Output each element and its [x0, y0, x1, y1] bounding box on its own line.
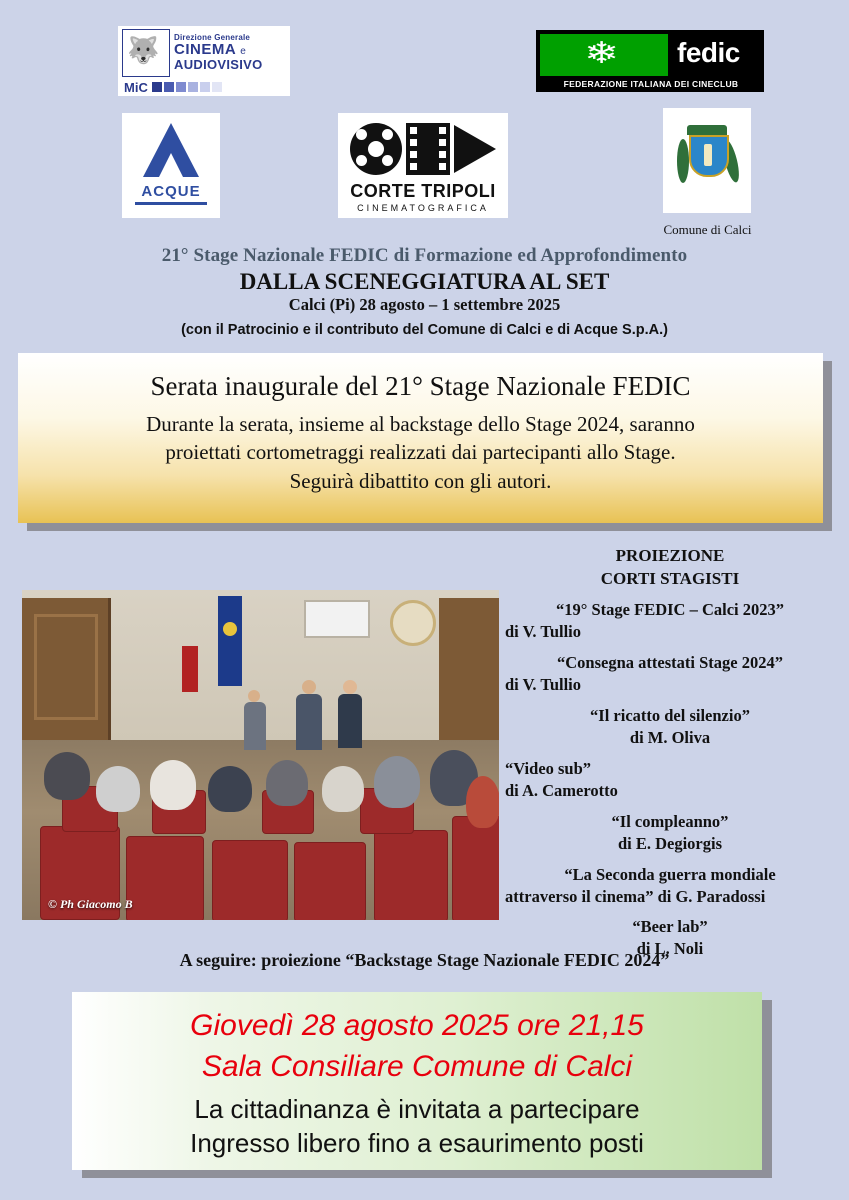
program-item-title: “Il ricatto del silenzio” [590, 705, 750, 725]
program-heading-line1: PROIEZIONE [615, 546, 725, 565]
mic-audiovisivo-label: AUDIOVISIVO [174, 56, 263, 72]
opening-night-title: Serata inaugurale del 21° Stage Nazionale FEDIC [150, 371, 691, 401]
mic-cinema-label [174, 42, 263, 58]
mic-cinema-word: CINEMA [174, 40, 236, 58]
program-item [505, 705, 835, 749]
mic-cinema-e: e [240, 45, 247, 57]
opening-night-body-line1: Durante la serata, insieme al backstage dello Stage 2024, saranno [146, 412, 695, 436]
event-datetime: Giovedì 28 agosto 2025 ore 21,15 [190, 1009, 644, 1042]
fedic-wordmark: fedic [677, 37, 740, 68]
event-venue: Sala Consiliare Comune di Calci [201, 1049, 633, 1083]
photo-speaker-3 [244, 702, 266, 750]
program-item-title: “Consegna attestati Stage 2024” [557, 653, 783, 673]
opening-night-body-line2: proiettati cortometraggi realizzati dai partecipanti allo Stage. [165, 440, 676, 465]
invitation-line2: Ingresso libero fino a esaurimento posti [190, 1127, 644, 1158]
program-item-author: di M. Oliva [629, 727, 711, 747]
photo-red-flag [182, 646, 198, 692]
event-dates: Calci (Pi) 28 agosto – 1 settembre 2025 [288, 295, 561, 314]
program-item-title: “19° Stage FEDIC – Calci 2023” [556, 600, 784, 620]
mic-logo [118, 26, 290, 96]
corte-tripoli-title: CORTE TRIPOLI [350, 181, 496, 201]
photo-audience-member [150, 760, 196, 810]
photo-projection-screen [304, 600, 370, 638]
photo-blue-banner [218, 596, 242, 686]
film-strip-icon [406, 123, 450, 175]
corte-tripoli-subtitle: CINEMATOGRAFICA [357, 203, 489, 213]
mic-word: MiC [124, 79, 148, 95]
program-item [505, 652, 835, 696]
photo-audience-member [374, 756, 420, 808]
event-details-box [72, 992, 762, 1170]
photo-speaker-2 [338, 694, 362, 748]
program-item [505, 758, 835, 802]
program-heading-line2: CORTI STAGISTI [600, 568, 740, 588]
program-item [505, 599, 835, 643]
photo-chair [452, 816, 499, 920]
invitation-line1: La cittadinanza è invitata a partecipare [194, 1094, 640, 1124]
program-item-author: di L. Noli [636, 939, 704, 959]
program-item [505, 811, 835, 855]
event-subtitle: 21° Stage Nazionale FEDIC di Formazione ed Approfondimento [161, 245, 688, 266]
program-item-title: “La Seconda guerra mondiale [564, 864, 776, 884]
program-item [505, 864, 835, 908]
photo-audience-member [96, 766, 140, 812]
photo-audience-member [322, 766, 364, 812]
film-reel-icon [350, 123, 402, 175]
photo-audience-member [208, 766, 252, 812]
mic-logo-text [174, 26, 263, 78]
program-item-author: di A. Camerotto [505, 780, 618, 800]
opening-night-body [18, 410, 823, 495]
program-item-title: “Video sub” [505, 758, 592, 778]
acque-logo [122, 113, 220, 218]
play-triangle-icon [454, 125, 496, 173]
photo-credit: © Ph Giacomo B [48, 897, 133, 911]
coat-of-arms-icon [679, 125, 735, 197]
crest-crown [687, 125, 727, 135]
photo-audience-member [44, 752, 90, 800]
mic-square-3 [188, 82, 198, 92]
mic-color-squares [152, 82, 224, 92]
mic-logo-bottom [118, 78, 290, 96]
photo-wall-emblem [390, 600, 436, 646]
program-item-author: di V. Tullio [505, 622, 581, 642]
fedic-subtitle: FEDERAZIONE ITALIANA DEI CINECLUB [563, 79, 739, 89]
photo-speaker-1 [296, 694, 322, 750]
mic-square-4 [200, 82, 210, 92]
mic-square-1 [164, 82, 174, 92]
program-items [505, 599, 835, 960]
dove-icon: ❄ [583, 37, 620, 70]
event-photo [22, 590, 499, 920]
acque-underline [135, 202, 207, 205]
mic-square-2 [176, 82, 186, 92]
opening-night-body-line3: Seguirà dibattito con gli autori. [289, 468, 552, 493]
followup-note: A seguire: proiezione “Backstage Stage Nazionale FEDIC 2024” [179, 950, 670, 970]
comune-di-calci-logo [663, 108, 751, 213]
fedic-logo [536, 30, 764, 92]
she-wolf-glyph: 🐺 [127, 36, 160, 65]
mic-direzione-generale: Direzione Generale [174, 32, 251, 42]
crest-shield [689, 135, 729, 177]
program-list [505, 545, 835, 960]
photo-chair [126, 836, 204, 920]
program-item-title: “Beer lab” [632, 917, 708, 937]
photo-chair [212, 840, 288, 920]
mic-logo-top [118, 26, 290, 78]
comune-di-calci-caption: Comune di Calci [663, 222, 752, 237]
program-item-author: attraverso il cinema” di G. Paradossi [505, 886, 766, 906]
photo-chair [374, 830, 448, 920]
acque-wordmark: ACQUE [141, 183, 201, 200]
program-item-author: di E. Degiorgis [617, 833, 723, 853]
opening-night-banner [18, 353, 823, 523]
photo-chair [294, 842, 366, 920]
page-title: DALLA SCENEGGIATURA AL SET [239, 269, 610, 294]
program-item-author: di V. Tullio [505, 675, 581, 695]
event-sponsors: (con il Patrocinio e il contributo del Comune di Calci e di Acque S.p.A.) [181, 322, 668, 338]
program-item-title: “Il compleanno” [611, 811, 729, 831]
photo-wood-panel-right [439, 598, 499, 748]
corte-tripoli-logo [338, 113, 508, 218]
crest-leaf-left [677, 139, 689, 183]
photo-audience-member [266, 760, 308, 806]
photo-audience-member [466, 776, 499, 828]
photo-wood-panel-left [22, 598, 111, 740]
mic-square-0 [152, 82, 162, 92]
she-wolf-icon [122, 29, 170, 77]
mic-square-5 [212, 82, 222, 92]
water-drop-icon [143, 123, 199, 177]
